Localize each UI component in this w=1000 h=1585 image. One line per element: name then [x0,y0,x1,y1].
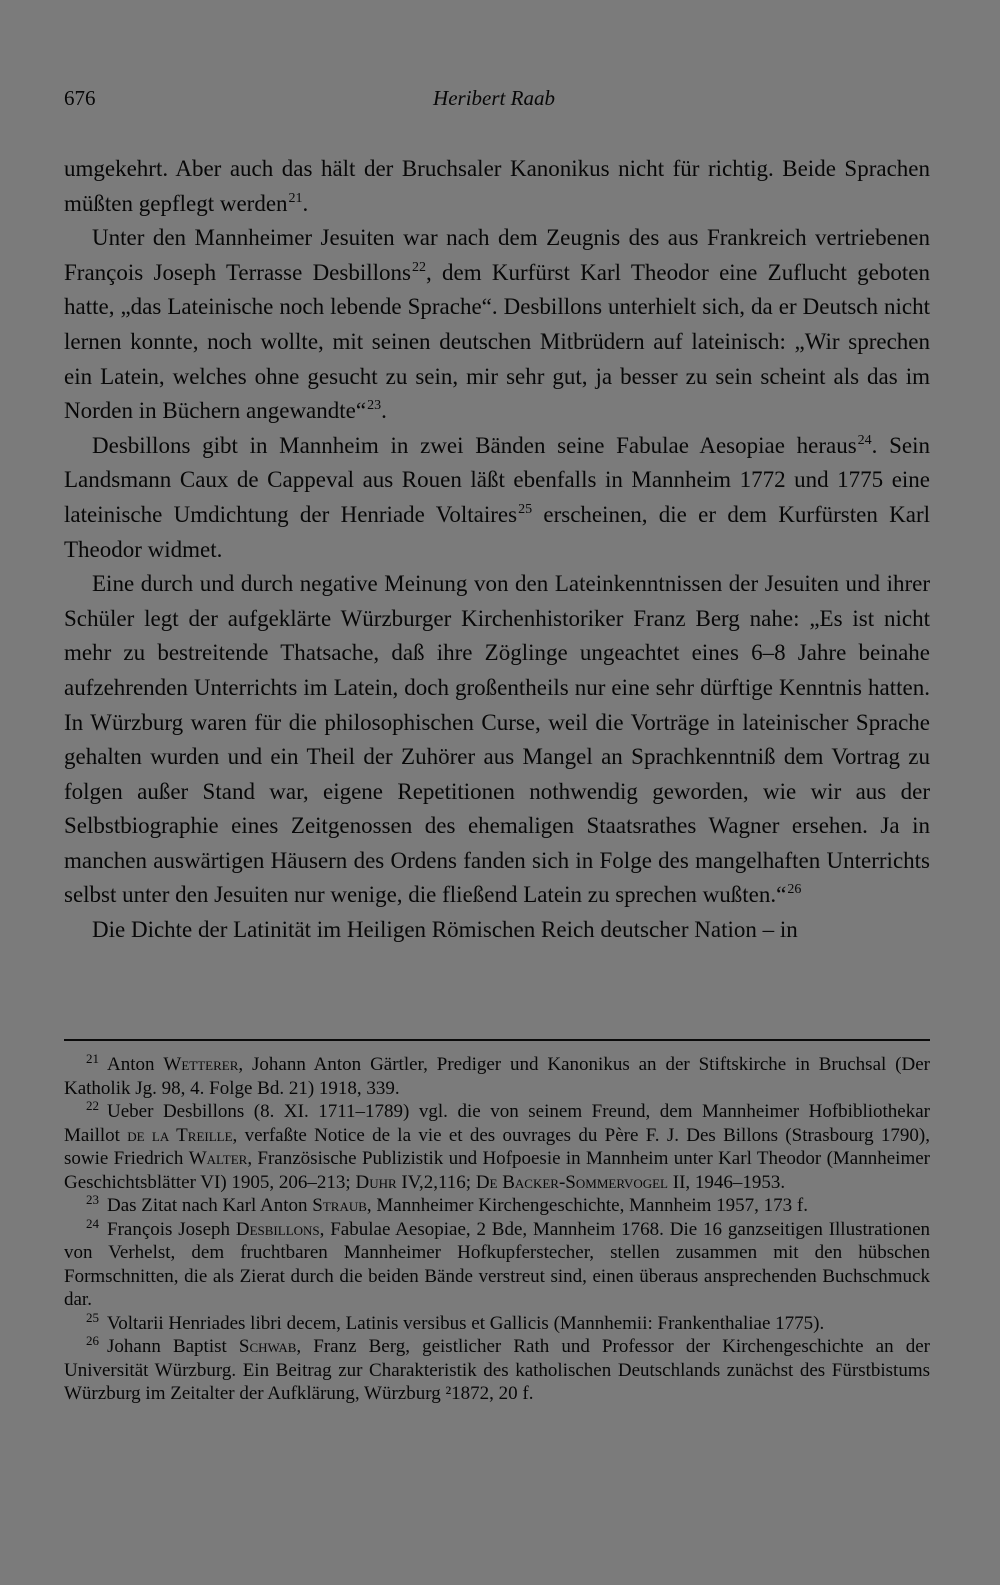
page-header [64,86,924,116]
footnote-number: 22 [86,1098,99,1113]
paragraph-text: umgekehrt. Aber auch das hält der Bruchsaler Kanonikus nicht für richtig. Beide Sprachen müßten gepflegt werden [64,156,930,216]
footnote-text: , Mannheimer Kirchengeschichte, Mannheim 1957, 173 f. [366,1195,809,1216]
author-name: Schwab [238,1336,297,1357]
footnote-text: , Fabulae Aesopiae, 2 Bde, Mannheim 1768. Die 16 ganzseitigen Illustrationen von Verhelst, dem fruchtbaren Mannheimer Hofkupferstecher, stellen zusammen mit den hübschen Formschnitten, die als Zierat durch die beiden Bände verstreut sind, einen überaus ansprechenden Buchschmuck dar. [64,1218,931,1310]
footnote-number: 26 [86,1333,99,1348]
footnote-number: 25 [86,1309,99,1325]
footnote-text: , Johann Anton Gärtler, Prediger und Kanonikus an der Stiftskirche in Bruchsal (Der Katholik Jg. 98, 4. Folge Bd. 21) 1918, 339. [64,1054,930,1099]
running-head: Heribert Raab [433,86,555,110]
footnote-number: 23 [86,1192,99,1207]
author-name: Wetterer [163,1054,239,1075]
footnote-ref: 21 [288,190,303,206]
footnote-text: Das Zitat nach Karl Anton [107,1195,313,1216]
footnote-26 [64,1335,930,1406]
footnote-23 [64,1194,930,1218]
paragraph [64,429,930,567]
footnote-text: , Franz Berg, geistlicher Rath und Professor der Kirchengeschichte an der Universität Würzburg. Ein Beitrag zur Charakteristik des katholischen Deutschlands zunächst des Fürstbistums Würzburg im Zeitalter der Aufklärung, Würzburg [64,1336,930,1404]
paragraph [64,221,930,429]
paragraph [64,152,930,221]
author-name: Straub [312,1195,367,1216]
paragraph-text: Eine durch und durch negative Meinung von den Lateinkenntnissen der Jesuiten und ihrer Schüler legt der aufgeklärte Würzburger Kirchenhistoriker Franz Berg nahe: „Es ist nicht mehr zu bestreitende Thatsache, daß ihre Zöglinge ungeachtet eines 6–8 Jahre beinahe aufzehrenden Unterrichts im Latein, doch großentheils nur eine sehr dürftige Kenntnis hatten. In Würzburg waren für die philosophischen Curse, weil die Vorträge in lateinischer Sprache gehalten wurden und ein Theil der Zuhörer aus Mangel an Sprachkenntniß dem Vortrag zu folgen außer Stand war, eigene Repetitionen nothwendig geworden, wie wir aus der Selbstbiographie eines Zeitgenossen des ehemaligen Staatsrathes Wagner ersehen. Ja in manchen auswärtigen Häusern des Ordens fanden sich in Folge des mangelhaften Unterrichts selbst unter den Jesuiten nur wenige, die fließend Latein zu sprechen wußten.“ [64,571,930,908]
footnote-24 [64,1215,931,1312]
author-name: de la Treille [127,1124,233,1146]
footnote-number: 21 [86,1051,99,1066]
paragraph [64,913,930,948]
paragraph-text: Desbillons gibt in Mannheim in zwei Bänden seine Fabulae Aesopiae heraus [92,432,857,458]
footnote-number: 24 [86,1215,99,1231]
footnote-ref: 23 [367,398,382,414]
paragraph-text: , dem Kurfürst Karl Theodor eine Zuflucht geboten hatte, „das Lateinische noch lebende Sprache“. Desbillons unterhielt sich, da er Deutsch nicht lernen konnte, noch wollte, mit seinen deutschen Mitbrüdern auf lateinisch: „Wir sprechen ein Latein, welches ohne gesucht zu sein, mir sehr gut, ja besser zu sein scheint als das im Norden in Büchern angewandte“ [64,259,930,424]
footnote-text: II, 1946–1953. [668,1171,786,1193]
footnote-text: François Joseph [107,1218,236,1240]
footnotes [64,1053,930,1406]
footnote-text: , verfaßte Notice de la vie et des ouvrages du Père F. J. Des Billons (Strasbourg 1790), sowie Friedrich [64,1124,930,1169]
footnote-ref: 24 [857,432,872,448]
footnote-21 [64,1053,930,1100]
author-name: De Backer-Sommervogel [475,1171,668,1193]
author-name: Walter [188,1148,248,1169]
paragraph-text: . [302,190,309,216]
footnote-text: Johann Baptist [107,1336,239,1357]
footnote-text: Anton [107,1054,164,1075]
author-name: Duhr [355,1171,397,1193]
paragraph [64,567,930,913]
footnote-text: , Französische Publizistik und Hofpoesie in Mannheim unter Karl Theodor (Mannheimer Geschichtsblätter VI) 1905, 206–213; [64,1148,930,1193]
paragraph-text: . [381,398,387,424]
footnote-separator [64,1039,930,1041]
footnote-text: IV,2,116; [396,1171,476,1193]
footnote-text: ²1872, 20 f. [445,1383,534,1404]
page-number: 676 [64,86,96,110]
footnote-ref: 22 [411,259,426,275]
footnote-25 [64,1309,930,1336]
paragraph-text: Die Dichte der Latinität im Heiligen Römischen Reich deutscher Nation – in [92,917,798,943]
footnote-ref: 25 [518,501,533,517]
paragraph-text: Unter den Mannheimer Jesuiten war nach dem Zeugnis des aus Frankreich vertriebenen François Joseph Terrasse Desbillons [64,225,930,285]
footnote-text: Ueber Desbillons (8. XI. 1711–1789) vgl. die von seinem Freund, dem Mannheimer Hofbibliothekar Maillot [64,1101,930,1146]
footnote-ref: 26 [787,882,802,898]
paragraph-text: erscheinen, die er dem Kurfürsten Karl Theodor widmet. [64,501,931,562]
footnote-text: Voltarii Henriades libri decem, Latinis versibus et Gallicis (Mannhemii: Frankenthaliae 1775). [107,1312,825,1334]
paragraph-text: . Sein Landsmann Caux de Cappeval aus Rouen läßt ebenfalls in Mannheim 1772 und 1775 eine lateinische Umdichtung der Henriade Voltaires [64,432,930,527]
footnote-22 [64,1100,930,1194]
author-name: Desbillons [235,1218,320,1240]
main-text [64,152,930,948]
